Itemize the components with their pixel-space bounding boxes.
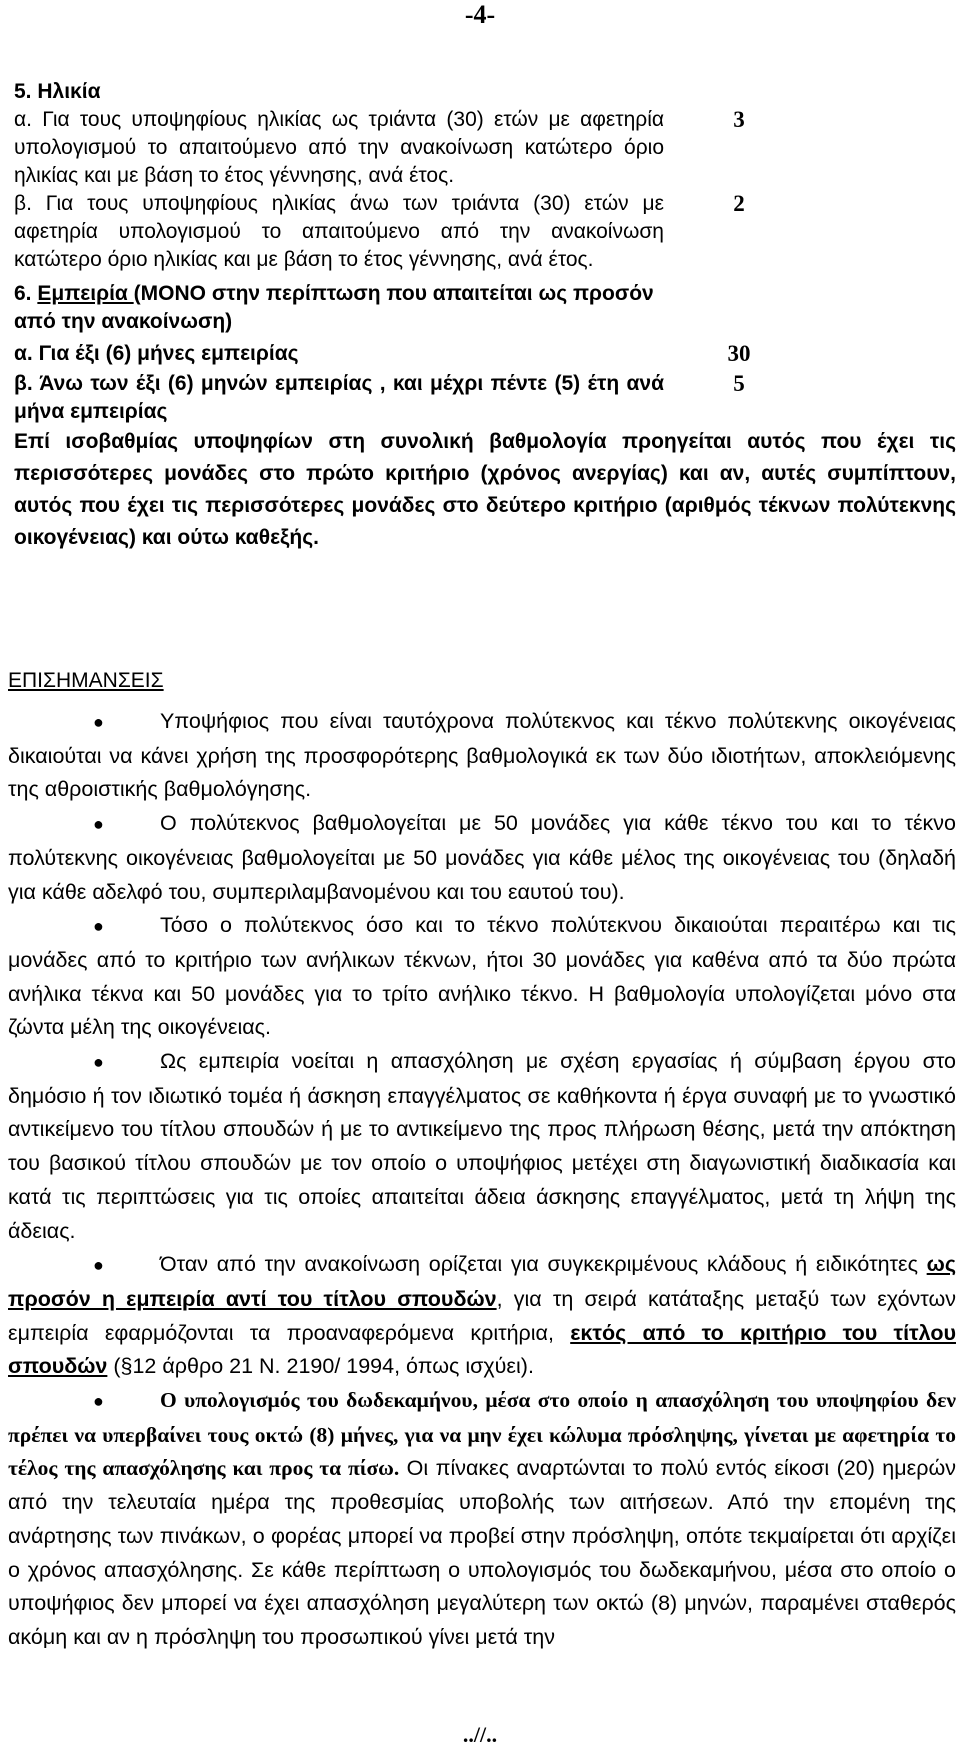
experience-heading-number: 6. [14,282,38,305]
page-footer: ..//.. [462,1722,498,1747]
bullet-icon: ● [93,1391,104,1412]
note-text: Υποψήφιος που είναι ταυτόχρονα πολύτεκνος και τέκνο πολύτεκνης οικογένειας δικαιούται να κάνει χρήση της προσφορότερης βαθμολογικά εκ των δύο ιδιοτήτων, αποκλειόμενης της αθροιστικής βαθμολόγησης. [8,709,956,802]
bullet-icon: ● [93,814,104,835]
experience-criterion-a-score: 30 [727,341,751,366]
age-heading: 5. Ηλικία [14,80,101,103]
note-item [8,807,956,909]
bullet-icon: ● [93,1052,104,1073]
note-text: Ως εμπειρία νοείται η απασχόληση με σχέση εργασίας ή σύμβαση έργου στο δημόσιο ή τον ιδιωτικό τομέα ή άσκηση επαγγέλματος σε καθήκοντα ή έργα συναφή με το γνωστικό αντικείμενο του τίτλου σπουδών ή με το αντικείμενο της προς πλήρωση θέσης, μετά την απόκτηση του βασικού τίτλου σπουδών με τον οποίο ο υποψήφιος μετέχει στη διαγωνιστική διαδικασία και κατά τις περιπτώσεις για τις οποίες απαιτείται άδεια άσκησης επαγγέλματος, μετά τη λήψη της άδειας. [8,1049,956,1243]
page-number: -4- [464,0,496,29]
experience-heading-rest: (ΜΟΝΟ στην περίπτωση που απαιτείται ως προσόν από την ανακοίνωση) [14,282,654,333]
note-text: Τόσο ο πολύτεκνος όσο και το τέκνο πολύτεκνου δικαιούται περαιτέρω και τις μονάδες από το κριτήριο των ανήλικων τέκνων, ήτοι 30 μονάδες για καθένα από τα δύο πρώτα ανήλικα τέκνα και 50 μονάδες για το τρίτο ανήλικο τέκνο. Η βαθμολογία υπολογίζεται μόνο στα ζώντα μέλη της οικογένειας. [8,913,956,1040]
note-text: Ο πολύτεκνος βαθμολογείται με 50 μονάδες για κάθε τέκνο του και το τέκνο πολύτεκνης οικογένειας βαθμολογείται με 50 μονάδες για κάθε μέλος της οικογένειας του (δηλαδή για κάθε αδελφό του, συμπεριλαμβανομένου και του εαυτού του). [8,811,956,904]
bullet-icon: ● [93,1255,104,1276]
note-text-part: (§12 άρθρο 21 Ν. 2190/ 1994, όπως ισχύει). [107,1354,534,1379]
note-bold-text: Ο υπολογισμός του δωδεκαμήνου, μέσα στο οποίο η απασχόληση του υποψηφίου δεν πρέπει να υπερβαίνει τους οκτώ (8) μήνες, για να μην έχει κώλυμα πρόσληψης, γίνεται με αφετηρία το τέλος της απασχόλησης και προς τα πίσω. [8,1388,956,1481]
experience-heading-underlined: Εμπειρία [37,282,134,305]
age-criterion-b-score: 2 [733,191,745,216]
criteria-section [14,78,959,554]
note-item [8,705,956,807]
tie-rule-paragraph: Επί ισοβαθμίας υποψηφίων στη συνολική βαθμολογία προηγείται αυτός που έχει τις περισσότερες μονάδες στο πρώτο κριτήριο (χρόνος ανεργίας) και αν, αυτές συμπίπτουν, αυτός που έχει τις περισσότερες μονάδες στο δεύτερο κριτήριο (αριθμός τέκνων πολύτεκνης οικογένειας) και ούτω καθεξής. [14,430,956,549]
experience-criterion-a [14,340,959,368]
notes-list [8,705,956,1655]
age-criterion-a-text: α. Για τους υποψηφίους ηλικίας ως τριάντα (30) ετών με αφετηρία υπολογισμού το απαιτούμενο από την ανακοίνωση κατώτερο όριο ηλικίας και με βάση το έτος γέννησης, ανά έτος. [14,108,664,187]
notes-heading: ΕΠΙΣΗΜΑΝΣΕΙΣ [8,669,164,692]
note-item [8,1248,956,1384]
note-underlined-text: ως προσόν η εμπειρία αντί του τίτλου σπουδών [8,1252,956,1311]
experience-heading [14,280,664,336]
experience-criterion-a-text: α. Για έξι (6) μήνες εμπειρίας [14,342,299,365]
note-text-part: Όταν από την ανακοίνωση ορίζεται για συγκεκριμένους κλάδους ή ειδικότητες [160,1252,927,1277]
bullet-icon: ● [93,712,104,732]
note-item [8,1045,956,1248]
age-criterion-a-score: 3 [733,107,745,132]
note-text-part: , για τη σειρά κατάταξης μεταξύ των εχόντων εμπειρία εφαρμόζονται τα προαναφερόμενα κριτήρια, [8,1286,956,1345]
note-item [8,909,956,1045]
note-underlined-text: εκτός από το κριτήριο του τίτλου σπουδών [8,1320,956,1379]
note-item [8,1384,956,1655]
experience-criterion-b [14,370,959,426]
age-criterion-b [14,190,959,274]
experience-criterion-b-text: β. Άνω των έξι (6) μηνών εμπειρίας , και μέχρι πέντε (5) έτη ανά μήνα εμπειρίας [14,372,664,423]
age-criterion-a [14,106,959,190]
age-criterion-b-text: β. Για τους υποψηφίους ηλικίας άνω των τριάντα (30) ετών με αφετηρία υπολογισμού το απαιτούμενο από την ανακοίνωση κατώτερο όριο ηλικίας και με βάση το έτος γέννησης, ανά έτος. [14,192,664,271]
note-text: Οι πίνακες αναρτώνται το πολύ εντός είκοσι (20) ημερών από την τελευταία ημέρα της προθεσμίας υποβολής των αιτήσεων. Από την επομένη της ανάρτησης των πινάκων, ο φορέας μπορεί να προβεί στην πρόσληψη, οπότε τεκμαίρεται ότι αρχίζει ο χρόνος απασχόλησης. Σε κάθε περίπτωση ο υπολογισμός του δωδεκαμήνου, μέσα στο οποίο ο υποψήφιος δεν μπορεί να έχει απασχόληση μεγαλύτερη των οκτώ (8) μηνών, παραμένει σταθερός ακόμη και αν η πρόσληψη του προσωπικού γίνει μετά την [8,1456,956,1649]
experience-criterion-b-score: 5 [733,371,745,396]
bullet-icon: ● [93,916,104,937]
